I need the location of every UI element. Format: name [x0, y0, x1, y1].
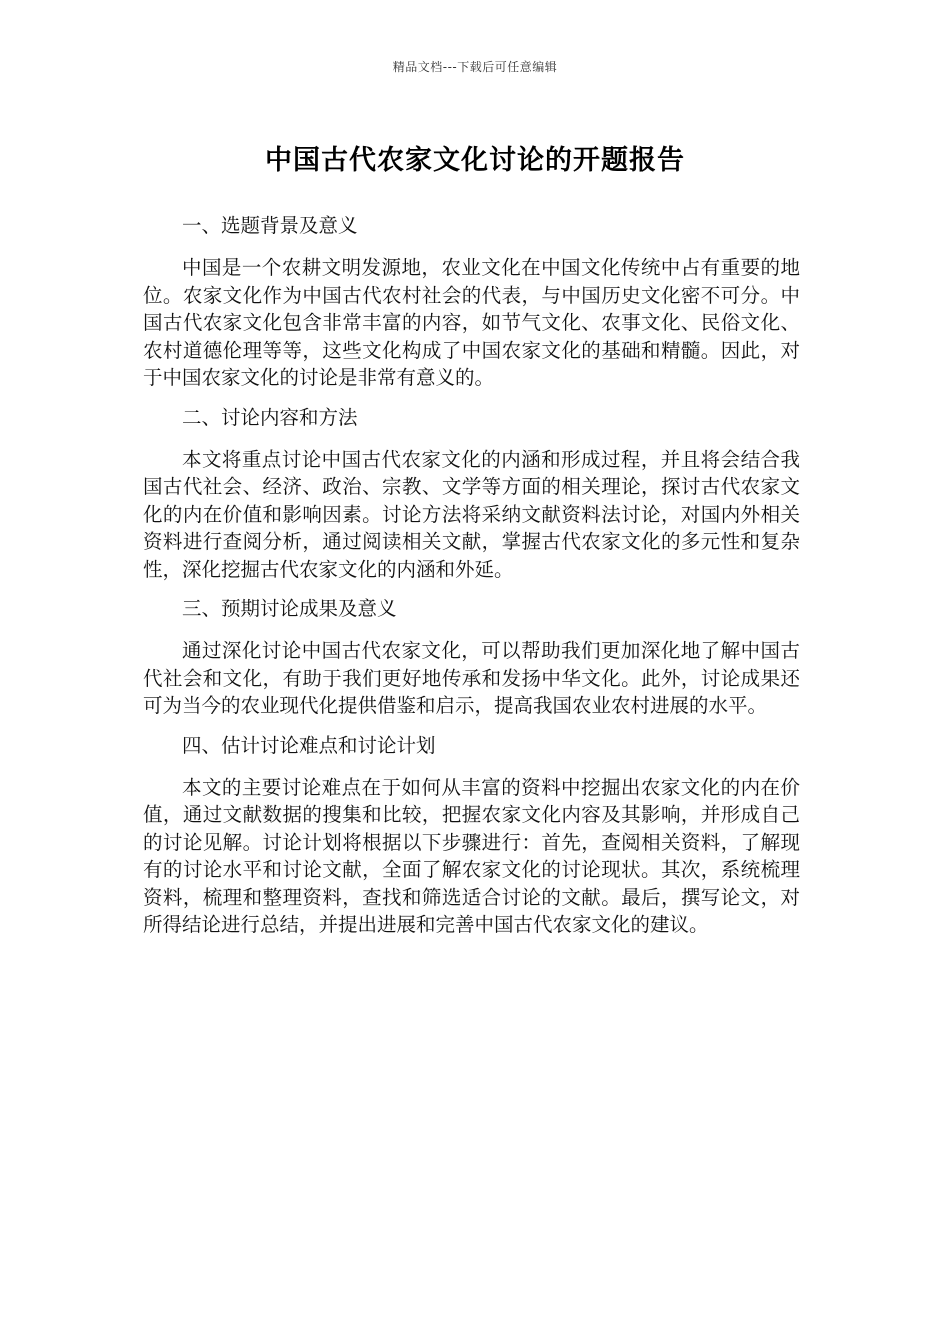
header-note: 精品文档---下载后可任意编辑 — [392, 60, 558, 74]
section-expected-results — [143, 595, 800, 720]
section-heading: 三、预期讨论成果及意义 — [182, 597, 397, 620]
section-content-method — [143, 404, 800, 584]
section-paragraph: 中国是一个农耕文明发源地，农业文化在中国文化传统中占有重要的地位。农家文化作为中国古代农村社会的代表，与中国历史文化密不可分。中国古代农家文化包含非常丰富的内容，如节气文化、农事文化、民俗文化、农村道德伦理等等，这些文化构成了中国农家文化的基础和精髓。因此，对于中国农家文化的讨论是非常有意义的。 — [143, 256, 800, 389]
section-heading: 二、讨论内容和方法 — [182, 405, 358, 429]
section-heading: 一、选题背景及意义 — [182, 214, 358, 237]
section-difficulties-plan — [143, 732, 800, 939]
section-heading: 四、估计讨论难点和讨论计划 — [182, 733, 436, 757]
document-body — [143, 212, 800, 951]
section-paragraph: 本文的主要讨论难点在于如何从丰富的资料中挖掘出农家文化的内在价值，通过文献数据的搜集和比较，把握农家文化内容及其影响，并形成自己的讨论见解。讨论计划将根据以下步骤进行：首先，查阅相关资料，了解现有的讨论水平和讨论文献，全面了解农家文化的讨论现状。其次，系统梳理资料，梳理和整理资料，查找和筛选适合讨论的文献。最后，撰写论文，对所得结论进行总结，并提出进展和完善中国古代农家文化的建议。 — [143, 775, 800, 936]
section-paragraph: 本文将重点讨论中国古代农家文化的内涵和形成过程，并且将会结合我国古代社会、经济、政治、宗教、文学等方面的相关理论，探讨古代农家文化的内在价值和影响因素。讨论方法将采纳文献资料法讨论，对国内外相关资料进行查阅分析，通过阅读相关文献，掌握古代农家文化的多元性和复杂性，深化挖掘古代农家文化的内涵和外延。 — [143, 447, 800, 581]
section-paragraph: 通过深化讨论中国古代农家文化，可以帮助我们更加深化地了解中国古代社会和文化，有助于我们更好地传承和发扬中华文化。此外，讨论成果还可为当今的农业现代化提供借鉴和启示，提高我国农业农村进展的水平。 — [143, 639, 800, 717]
section-background — [143, 212, 800, 392]
document-title: 中国古代农家文化讨论的开题报告 — [265, 145, 685, 176]
